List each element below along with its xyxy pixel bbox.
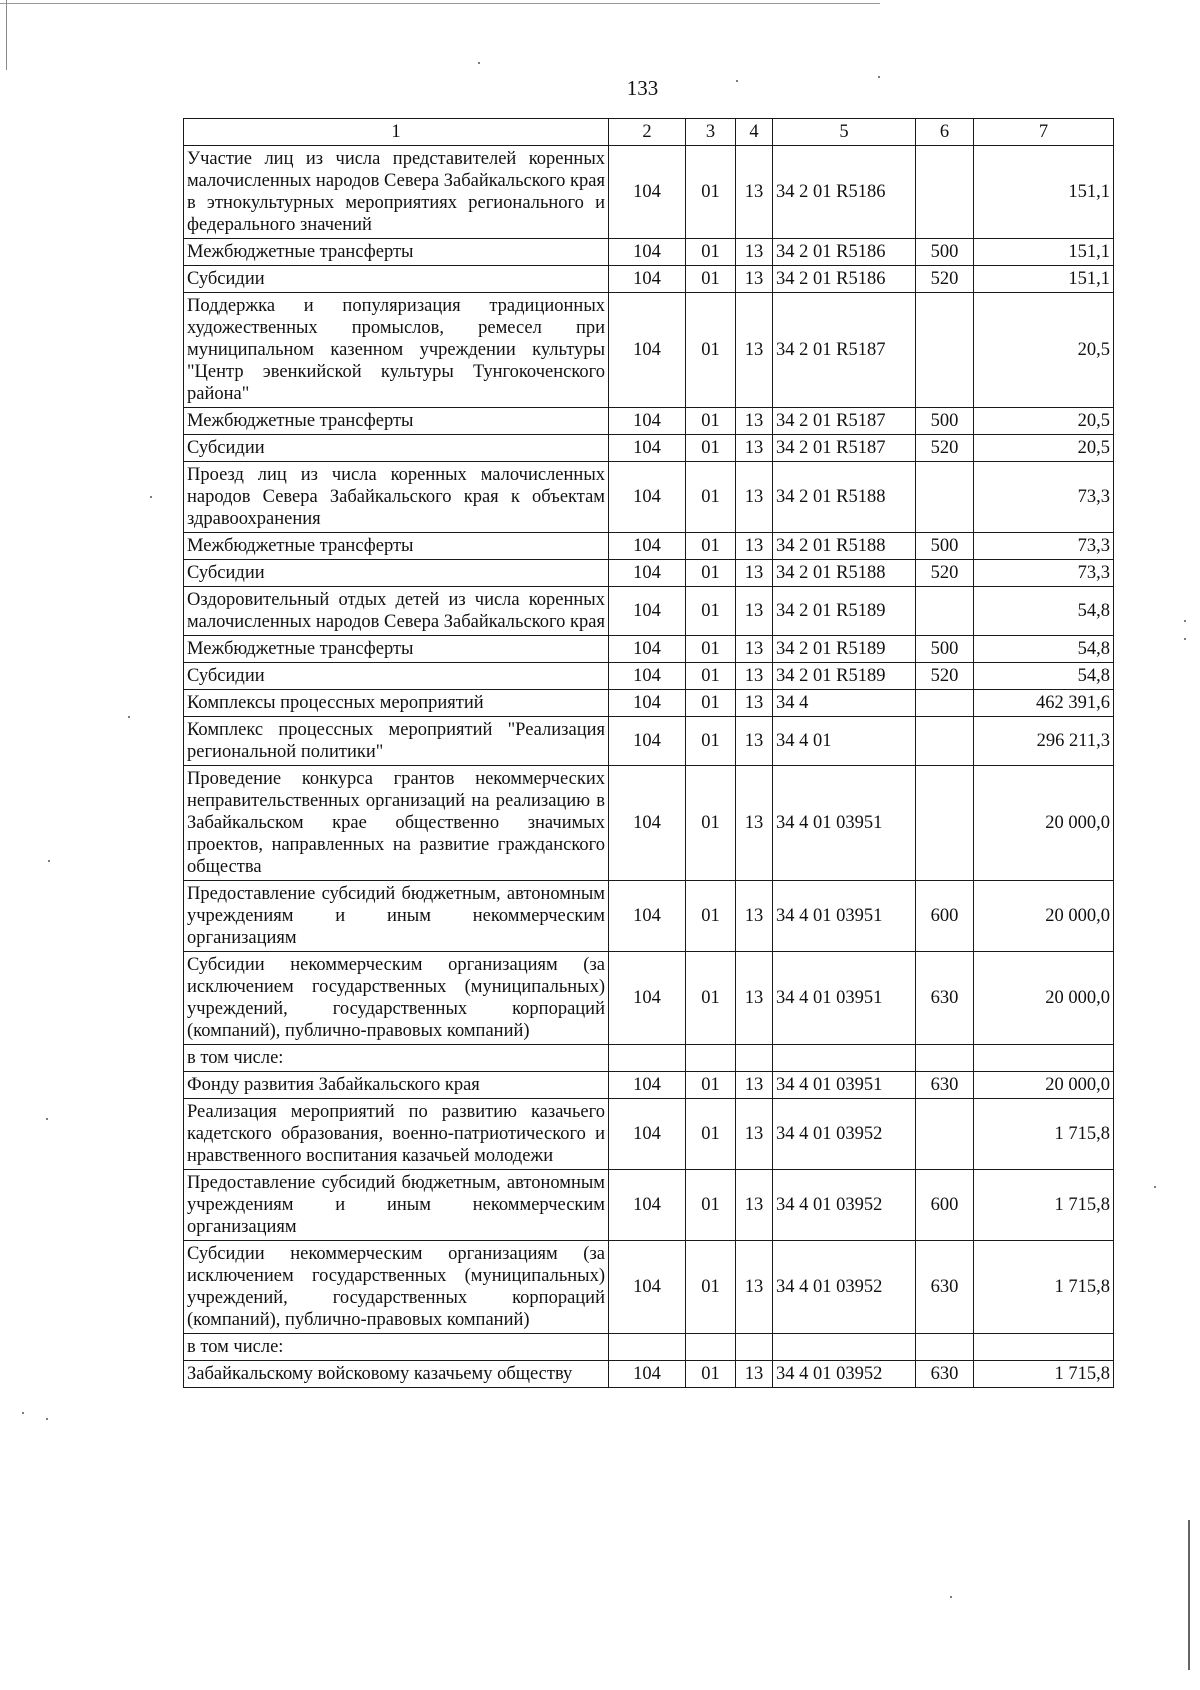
row-value-cell-4: 13 (736, 587, 773, 636)
header-row (184, 119, 1114, 146)
row-value-cell-6 (916, 1099, 974, 1170)
row-value-cell-3: 01 (686, 462, 736, 533)
row-value-cell-4: 13 (736, 952, 773, 1045)
header-cell: 3 (686, 119, 736, 146)
row-value-cell-6: 600 (916, 881, 974, 952)
row-value-cell-6: 500 (916, 533, 974, 560)
row-value-cell-3: 01 (686, 1170, 736, 1241)
row-value-cell-7: 20 000,0 (974, 881, 1114, 952)
table-row (184, 462, 1114, 533)
row-label-cell: Межбюджетные трансферты (184, 239, 609, 266)
row-value-cell-7: 20,5 (974, 435, 1114, 462)
row-label-cell: Комплекс процессных мероприятий "Реализация региональной политики" (184, 717, 609, 766)
row-label-cell: Межбюджетные трансферты (184, 636, 609, 663)
row-value-cell-7: 54,8 (974, 587, 1114, 636)
row-value-cell-6 (916, 690, 974, 717)
row-value-cell-6: 500 (916, 408, 974, 435)
row-value-cell-5 (773, 1045, 916, 1072)
row-value-cell-2: 104 (609, 1361, 686, 1388)
row-value-cell-5: 34 4 01 03951 (773, 881, 916, 952)
scan-speck (48, 860, 50, 862)
row-value-cell-5: 34 4 (773, 690, 916, 717)
row-value-cell-4: 13 (736, 690, 773, 717)
header-cell: 1 (184, 119, 609, 146)
table-row (184, 1361, 1114, 1388)
row-value-cell-7: 1 715,8 (974, 1099, 1114, 1170)
row-value-cell-5: 34 2 01 R5187 (773, 293, 916, 408)
row-value-cell-3: 01 (686, 1361, 736, 1388)
scan-speck (46, 1418, 48, 1420)
row-value-cell-7: 20 000,0 (974, 1072, 1114, 1099)
row-value-cell-4: 13 (736, 146, 773, 239)
row-value-cell-5: 34 2 01 R5189 (773, 636, 916, 663)
row-value-cell-2: 104 (609, 1170, 686, 1241)
row-value-cell-6: 500 (916, 239, 974, 266)
scan-speck (46, 1118, 48, 1120)
row-value-cell-5: 34 2 01 R5188 (773, 462, 916, 533)
row-value-cell-7: 151,1 (974, 146, 1114, 239)
row-value-cell-2: 104 (609, 266, 686, 293)
row-value-cell-6: 520 (916, 266, 974, 293)
budget-table (183, 118, 1114, 1388)
row-value-cell-3: 01 (686, 587, 736, 636)
row-label-cell: Межбюджетные трансферты (184, 533, 609, 560)
table-body (184, 146, 1114, 1388)
row-label-cell: Субсидии (184, 266, 609, 293)
row-value-cell-3: 01 (686, 690, 736, 717)
row-value-cell-2: 104 (609, 293, 686, 408)
row-value-cell-6 (916, 1045, 974, 1072)
scan-speck (878, 76, 880, 78)
row-value-cell-5 (773, 1334, 916, 1361)
row-label-cell: Комплексы процессных мероприятий (184, 690, 609, 717)
scan-edge-left (6, 0, 7, 70)
row-label-cell: Проезд лиц из числа коренных малочисленных народов Севера Забайкальского края к объектам здравоохранения (184, 462, 609, 533)
row-value-cell-7: 1 715,8 (974, 1361, 1114, 1388)
row-value-cell-6 (916, 1334, 974, 1361)
scan-speck (1184, 620, 1186, 622)
table-row (184, 533, 1114, 560)
row-value-cell-7: 462 391,6 (974, 690, 1114, 717)
row-value-cell-4: 13 (736, 1072, 773, 1099)
row-label-cell: Субсидии некоммерческим организациям (за исключением государственных (муниципальных) учреждений, государственных корпораций (компаний), публично-правовых компаний) (184, 952, 609, 1045)
row-value-cell-2: 104 (609, 1072, 686, 1099)
row-label-cell: в том числе: (184, 1045, 609, 1072)
row-value-cell-4: 13 (736, 766, 773, 881)
row-value-cell-3: 01 (686, 239, 736, 266)
row-value-cell-2: 104 (609, 690, 686, 717)
row-label-cell: Фонду развития Забайкальского края (184, 1072, 609, 1099)
table-row (184, 1099, 1114, 1170)
table-row (184, 1072, 1114, 1099)
row-value-cell-6: 630 (916, 1241, 974, 1334)
row-value-cell-7: 73,3 (974, 560, 1114, 587)
row-value-cell-7: 1 715,8 (974, 1170, 1114, 1241)
header-cell: 4 (736, 119, 773, 146)
row-value-cell-3: 01 (686, 1072, 736, 1099)
table-row (184, 1170, 1114, 1241)
table-row (184, 663, 1114, 690)
row-value-cell-4: 13 (736, 560, 773, 587)
row-value-cell-5: 34 4 01 03952 (773, 1170, 916, 1241)
row-value-cell-2: 104 (609, 881, 686, 952)
row-value-cell-4 (736, 1045, 773, 1072)
row-label-cell: Оздоровительный отдых детей из числа коренных малочисленных народов Севера Забайкальского края (184, 587, 609, 636)
row-value-cell-2: 104 (609, 435, 686, 462)
row-value-cell-5: 34 2 01 R5189 (773, 587, 916, 636)
row-label-cell: Субсидии (184, 435, 609, 462)
row-value-cell-6: 520 (916, 560, 974, 587)
scan-speck (128, 716, 130, 718)
row-value-cell-2: 104 (609, 408, 686, 435)
table-row (184, 146, 1114, 239)
row-label-cell: Забайкальскому войсковому казачьему обществу (184, 1361, 609, 1388)
row-label-cell: Субсидии (184, 663, 609, 690)
row-label-cell: Субсидии (184, 560, 609, 587)
row-value-cell-5: 34 2 01 R5187 (773, 435, 916, 462)
row-value-cell-4: 13 (736, 717, 773, 766)
row-value-cell-5: 34 2 01 R5188 (773, 560, 916, 587)
row-value-cell-7: 1 715,8 (974, 1241, 1114, 1334)
scan-speck (150, 496, 152, 498)
row-value-cell-4: 13 (736, 293, 773, 408)
table-row (184, 1334, 1114, 1361)
row-value-cell-2: 104 (609, 560, 686, 587)
row-value-cell-6: 630 (916, 1361, 974, 1388)
row-value-cell-5: 34 2 01 R5188 (773, 533, 916, 560)
row-value-cell-6: 520 (916, 663, 974, 690)
row-value-cell-4: 13 (736, 266, 773, 293)
row-value-cell-2: 104 (609, 146, 686, 239)
row-value-cell-2: 104 (609, 952, 686, 1045)
row-value-cell-6 (916, 717, 974, 766)
row-value-cell-6 (916, 462, 974, 533)
row-value-cell-4: 13 (736, 1361, 773, 1388)
row-value-cell-5: 34 2 01 R5186 (773, 239, 916, 266)
row-value-cell-7: 73,3 (974, 533, 1114, 560)
row-value-cell-3: 01 (686, 560, 736, 587)
row-value-cell-4: 13 (736, 1170, 773, 1241)
row-value-cell-4: 13 (736, 239, 773, 266)
table-row (184, 1045, 1114, 1072)
row-value-cell-4: 13 (736, 533, 773, 560)
scan-speck (22, 1412, 24, 1414)
table-row (184, 717, 1114, 766)
row-value-cell-6 (916, 293, 974, 408)
scan-speck (1154, 1186, 1156, 1188)
row-value-cell-5: 34 2 01 R5187 (773, 408, 916, 435)
table-row (184, 952, 1114, 1045)
scan-speck (1184, 638, 1186, 640)
row-label-cell: Предоставление субсидий бюджетным, автономным учреждениям и иным некоммерческим организациям (184, 881, 609, 952)
row-value-cell-4: 13 (736, 881, 773, 952)
row-value-cell-5: 34 2 01 R5186 (773, 146, 916, 239)
row-value-cell-2: 104 (609, 462, 686, 533)
row-value-cell-5: 34 4 01 (773, 717, 916, 766)
row-value-cell-5: 34 4 01 03952 (773, 1241, 916, 1334)
row-value-cell-7: 54,8 (974, 636, 1114, 663)
row-value-cell-3: 01 (686, 881, 736, 952)
row-label-cell: Участие лиц из числа представителей коренных малочисленных народов Севера Забайкальского края в этнокультурных мероприятиях регионального и федерального значений (184, 146, 609, 239)
row-value-cell-5: 34 4 01 03952 (773, 1361, 916, 1388)
row-value-cell-5: 34 4 01 03952 (773, 1099, 916, 1170)
row-value-cell-3: 01 (686, 663, 736, 690)
row-label-cell: Межбюджетные трансферты (184, 408, 609, 435)
scan-edge-top (0, 3, 880, 4)
row-value-cell-6: 630 (916, 1072, 974, 1099)
row-value-cell-2: 104 (609, 533, 686, 560)
row-value-cell-2: 104 (609, 1241, 686, 1334)
row-label-cell: Проведение конкурса грантов некоммерческих неправительственных организаций на реализацию в Забайкальском крае общественно значимых проектов, направленных на развитие гражданского общества (184, 766, 609, 881)
row-value-cell-7: 151,1 (974, 266, 1114, 293)
row-value-cell-3: 01 (686, 1241, 736, 1334)
header-cell: 2 (609, 119, 686, 146)
row-value-cell-7 (974, 1045, 1114, 1072)
table-row (184, 266, 1114, 293)
table-row (184, 766, 1114, 881)
row-value-cell-6: 630 (916, 952, 974, 1045)
table-row (184, 1241, 1114, 1334)
row-label-cell: Реализация мероприятий по развитию казачьего кадетского образования, военно-патриотического и нравственного воспитания казачьей молодежи (184, 1099, 609, 1170)
row-value-cell-3: 01 (686, 266, 736, 293)
row-value-cell-4: 13 (736, 1241, 773, 1334)
table-row (184, 293, 1114, 408)
row-value-cell-3 (686, 1045, 736, 1072)
row-label-cell: Субсидии некоммерческим организациям (за исключением государственных (муниципальных) учреждений, государственных корпораций (компаний), публично-правовых компаний) (184, 1241, 609, 1334)
table-row (184, 435, 1114, 462)
row-value-cell-5: 34 4 01 03951 (773, 952, 916, 1045)
row-value-cell-3: 01 (686, 766, 736, 881)
row-value-cell-7: 20,5 (974, 293, 1114, 408)
row-value-cell-7: 20 000,0 (974, 766, 1114, 881)
row-value-cell-4: 13 (736, 636, 773, 663)
table-row (184, 690, 1114, 717)
scan-speck (950, 1596, 952, 1598)
row-value-cell-2: 104 (609, 239, 686, 266)
row-value-cell-2: 104 (609, 1099, 686, 1170)
scan-speck (478, 62, 480, 64)
row-value-cell-3: 01 (686, 636, 736, 663)
row-value-cell-7: 54,8 (974, 663, 1114, 690)
row-value-cell-7: 151,1 (974, 239, 1114, 266)
row-value-cell-3: 01 (686, 408, 736, 435)
scan-edge-right (1188, 1520, 1190, 1670)
row-value-cell-7: 73,3 (974, 462, 1114, 533)
row-value-cell-5: 34 4 01 03951 (773, 1072, 916, 1099)
row-value-cell-4 (736, 1334, 773, 1361)
table-row (184, 881, 1114, 952)
row-value-cell-7: 20 000,0 (974, 952, 1114, 1045)
row-value-cell-4: 13 (736, 663, 773, 690)
row-label-cell: в том числе: (184, 1334, 609, 1361)
row-value-cell-4: 13 (736, 435, 773, 462)
row-value-cell-3: 01 (686, 952, 736, 1045)
row-value-cell-2: 104 (609, 717, 686, 766)
row-value-cell-7: 296 211,3 (974, 717, 1114, 766)
page-number: 133 (626, 76, 659, 100)
scan-speck (736, 80, 738, 82)
row-value-cell-6 (916, 766, 974, 881)
header-cell: 5 (773, 119, 916, 146)
row-value-cell-7 (974, 1334, 1114, 1361)
row-value-cell-6: 600 (916, 1170, 974, 1241)
row-value-cell-4: 13 (736, 408, 773, 435)
table-row (184, 408, 1114, 435)
row-value-cell-3: 01 (686, 146, 736, 239)
row-value-cell-4: 13 (736, 1099, 773, 1170)
row-value-cell-3: 01 (686, 293, 736, 408)
row-value-cell-2: 104 (609, 663, 686, 690)
row-value-cell-2: 104 (609, 636, 686, 663)
row-value-cell-5: 34 4 01 03951 (773, 766, 916, 881)
row-value-cell-3: 01 (686, 533, 736, 560)
row-value-cell-4: 13 (736, 462, 773, 533)
table-row (184, 636, 1114, 663)
header-cell: 6 (916, 119, 974, 146)
table-row (184, 587, 1114, 636)
row-value-cell-6: 500 (916, 636, 974, 663)
row-value-cell-2: 104 (609, 766, 686, 881)
table-row (184, 560, 1114, 587)
row-value-cell-3: 01 (686, 435, 736, 462)
row-value-cell-2: 104 (609, 587, 686, 636)
row-value-cell-3: 01 (686, 1099, 736, 1170)
row-label-cell: Поддержка и популяризация традиционных художественных промыслов, ремесел при муниципальном казенном учреждении культуры "Центр эвенкийской культуры Тунгокоченского района" (184, 293, 609, 408)
row-value-cell-6 (916, 146, 974, 239)
row-value-cell-7: 20,5 (974, 408, 1114, 435)
row-value-cell-3: 01 (686, 717, 736, 766)
row-value-cell-5: 34 2 01 R5186 (773, 266, 916, 293)
table-row (184, 239, 1114, 266)
row-value-cell-3 (686, 1334, 736, 1361)
row-value-cell-2 (609, 1045, 686, 1072)
row-label-cell: Предоставление субсидий бюджетным, автономным учреждениям и иным некоммерческим организациям (184, 1170, 609, 1241)
row-value-cell-6: 520 (916, 435, 974, 462)
row-value-cell-5: 34 2 01 R5189 (773, 663, 916, 690)
row-value-cell-6 (916, 587, 974, 636)
header-cell: 7 (974, 119, 1114, 146)
row-value-cell-2 (609, 1334, 686, 1361)
